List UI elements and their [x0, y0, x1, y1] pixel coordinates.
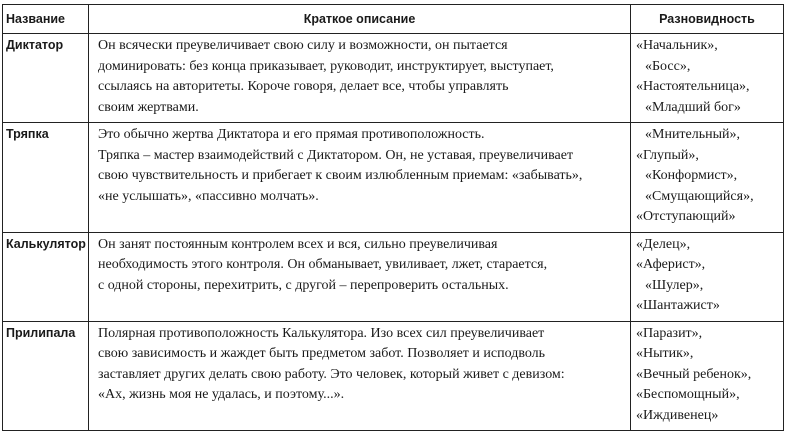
- description-line: необходимость этого контроля. Он обманывает, увиливает, лжет, старается,: [98, 257, 548, 272]
- row-varieties: [631, 123, 784, 233]
- variety-item: «Мнительный»,: [645, 127, 741, 142]
- variety-item: «Настоятельница»,: [636, 79, 750, 94]
- row-varieties: [631, 232, 784, 321]
- description-line: Тряпка – мастер взаимодействий с Диктатором. Он, не уставая, преувеличивает: [98, 147, 574, 163]
- row-name: Тряпка: [3, 123, 89, 233]
- table-header: [3, 5, 784, 34]
- description-line: Это обычно жертва Диктатора и его прямая противоположность.: [98, 127, 485, 142]
- description-line: «не услышать», «пассивно молчать».: [98, 188, 319, 204]
- variety-item: «Младший бог»: [645, 99, 741, 115]
- row-description: [89, 123, 631, 233]
- description-line: ссылаясь на авторитеты. Короче говоря, делает все, чтобы управлять: [98, 79, 509, 94]
- header-name: Название: [3, 5, 89, 34]
- row-varieties: [631, 321, 784, 431]
- description-line: Он всячески преувеличивает свою силу и возможности, он пытается: [98, 38, 508, 53]
- table-row: [3, 34, 784, 123]
- variety-item: «Аферист»,: [636, 257, 706, 272]
- variety-item: «Паразит»,: [636, 325, 703, 341]
- description-line: своим жертвами.: [98, 99, 199, 115]
- table-row: [3, 123, 784, 233]
- row-name: Диктатор: [3, 34, 89, 123]
- row-name: Прилипала: [3, 321, 89, 431]
- description-line: «Ах, жизнь моя не удалась, и поэтому...».: [98, 387, 345, 402]
- row-description: [89, 34, 631, 123]
- table-row: [3, 321, 784, 431]
- variety-item: «Конформист»,: [645, 168, 738, 183]
- description-line: свою зависимость и жаждет быть предметом забот. Позволяет и исподволь: [98, 346, 546, 361]
- variety-item: «Босс»,: [645, 58, 691, 74]
- header-variety: Разновидность: [631, 5, 784, 34]
- variety-item: «Глупый»,: [636, 147, 699, 163]
- variety-item: «Вечный ребенок»,: [636, 366, 752, 382]
- variety-item: «Смущающийся»,: [645, 188, 754, 204]
- description-line: заставляет других делать свою работу. Это человек, который живет с девизом:: [98, 366, 565, 382]
- description-line: Полярная противоположность Калькулятора. Изо всех сил преувеличивает: [98, 325, 545, 341]
- description-line: свою чувствительность и прибегает к своим излюбленным приемам: «забывать»,: [98, 168, 583, 183]
- table-row: [3, 232, 784, 321]
- variety-item: «Шантажист»: [636, 298, 720, 313]
- row-name: Калькулятор: [3, 232, 89, 321]
- description-line: доминировать: без конца приказывает, руководит, инструктирует, выступает,: [98, 58, 554, 74]
- header-description: Краткое описание: [89, 5, 631, 34]
- description-line: Он занят постоянным контролем всех и вся, сильно преувеличивая: [98, 236, 498, 252]
- row-description: [89, 321, 631, 431]
- manipulator-types-table: [2, 4, 784, 431]
- variety-item: «Шулер»,: [645, 277, 704, 293]
- row-description: [89, 232, 631, 321]
- description-line: с одной стороны, перехитрить, с другой – перепроверить остальных.: [98, 277, 509, 293]
- row-varieties: [631, 34, 784, 123]
- variety-item: «Начальник»,: [636, 38, 718, 53]
- variety-item: «Делец»,: [636, 236, 691, 252]
- variety-item: «Беспомощный»,: [636, 387, 740, 402]
- variety-item: «Нытик»,: [636, 346, 694, 361]
- variety-item: «Иждивенец»: [636, 407, 719, 423]
- variety-item: «Отступающий»: [636, 209, 736, 224]
